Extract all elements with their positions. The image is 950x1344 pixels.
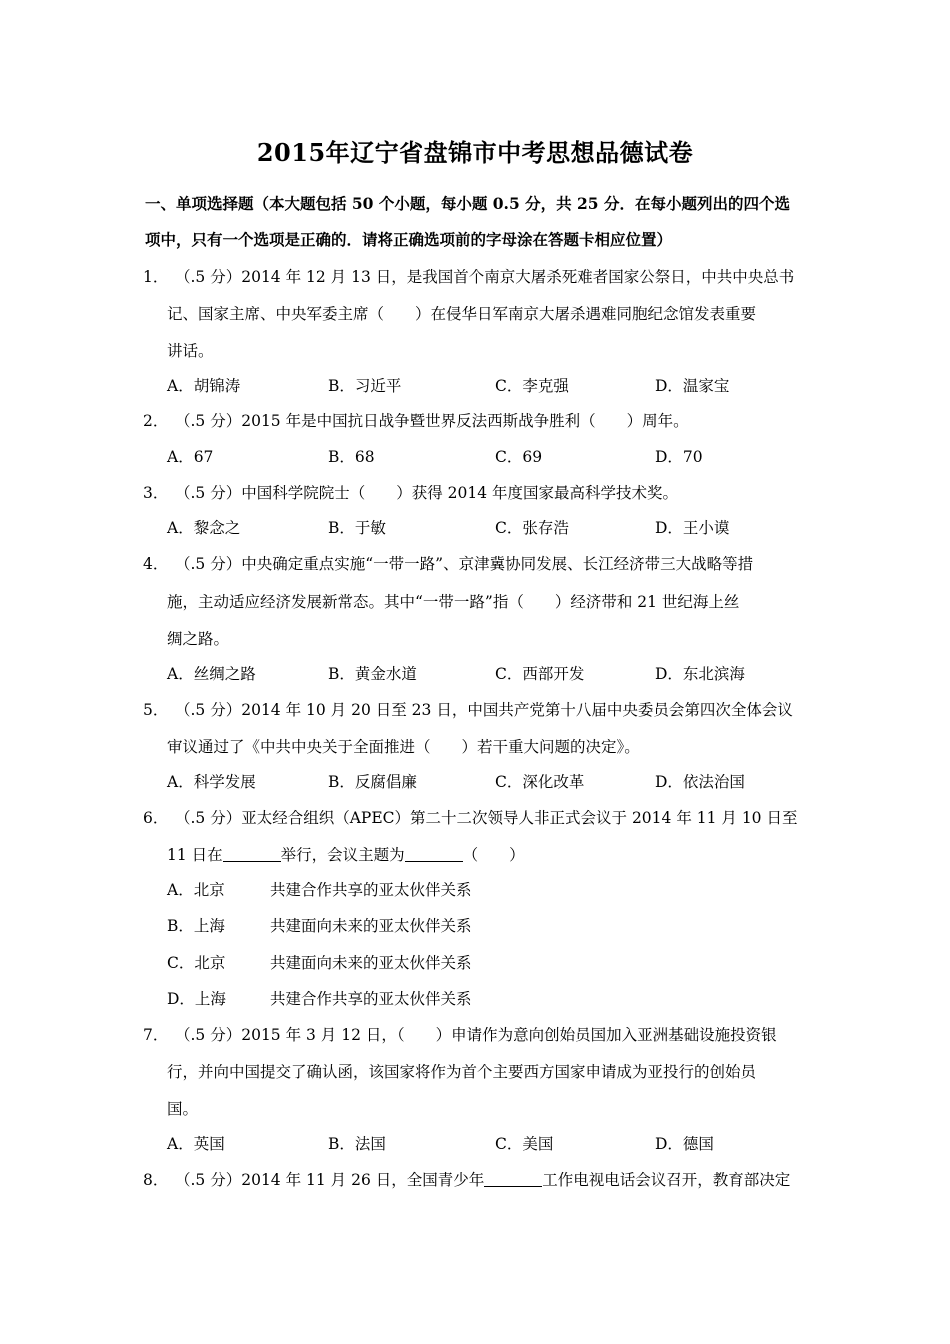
answer-blank	[405, 846, 463, 863]
option-b: B．68	[328, 448, 375, 466]
question-text-part: （.5 分）2014 年 11 月 26 日，全国青少年	[175, 1171, 485, 1189]
question-text: 记、国家主席、中央军委主席（ ）在侵华日军南京大屠杀遇难同胞纪念馆发表重要	[167, 305, 757, 323]
option-b: B．反腐倡廉	[328, 773, 417, 791]
option-d: D．德国	[655, 1135, 714, 1153]
option-a: A．黎念之	[167, 519, 241, 537]
option-d: D．温家宝	[655, 377, 730, 395]
option-c: C．张存浩	[495, 519, 569, 537]
option-b: B．习近平	[328, 377, 402, 395]
question-text: 绸之路。	[167, 630, 230, 648]
question-number: 8．	[143, 1171, 169, 1189]
option-b: B．于敏	[328, 519, 386, 537]
option-a: A．英国	[167, 1135, 225, 1153]
option-a-letter: A．北京	[167, 881, 225, 899]
option-c-letter: C．北京	[167, 954, 226, 972]
section-heading-line: 项中，只有一个选项是正确的．请将正确选项前的字母涂在答题卡相应位置）	[145, 230, 673, 249]
question-number: 4．	[143, 555, 169, 573]
question-number: 7．	[143, 1026, 169, 1044]
question-text: （.5 分）中央确定重点实施“一带一路”、京津冀协同发展、长江经济带三大战略等措	[175, 555, 754, 573]
question-number: 5．	[143, 701, 169, 719]
option-a-text: 共建合作共享的亚太伙伴关系	[270, 881, 472, 899]
question-text-part: （ ）	[462, 846, 525, 864]
question-text: 审议通过了《中共中央关于全面推进（ ）若干重大问题的决定》。	[167, 738, 640, 756]
question-text: （.5 分）2014 年 12 月 13 日，是我国首个南京大屠杀死难者国家公祭日，中共中央总书	[175, 268, 795, 286]
option-b: B．法国	[328, 1135, 386, 1153]
option-c: C．西部开发	[495, 665, 585, 683]
question-text: 国。	[167, 1100, 199, 1118]
option-b-letter: B．上海	[167, 917, 225, 935]
section-heading-line: 一、单项选择题（本大题包括 50 个小题，每小题 0.5 分，共 25 分．在每小题列出的四个选	[145, 194, 790, 213]
question-text: （.5 分）2014 年 10 月 20 日至 23 日，中国共产党第十八届中央委员会第四次全体会议	[175, 701, 793, 719]
answer-blank	[223, 846, 281, 863]
option-a: A．胡锦涛	[167, 377, 241, 395]
option-c: C．69	[495, 448, 543, 466]
option-d: D．王小谟	[655, 519, 730, 537]
option-d: D．依法治国	[655, 773, 745, 791]
question-text: （.5 分）亚太经合组织（APEC）第二十二次领导人非正式会议于 2014 年 11 月 10 日至	[175, 809, 798, 827]
question-text: （.5 分）2015 年 3 月 12 日，（ ）申请作为意向创始员国加入亚洲基础设施投资银	[175, 1026, 777, 1044]
question-text: 行，并向中国提交了确认函，该国家将作为首个主要西方国家申请成为亚投行的创始员	[167, 1063, 757, 1081]
question-text	[175, 1168, 790, 1190]
question-text: （.5 分）中国科学院院士（ ）获得 2014 年度国家最高科学技术奖。	[175, 484, 679, 502]
question-number: 1．	[143, 268, 169, 286]
option-a: A．科学发展	[167, 773, 256, 791]
question-number: 6．	[143, 809, 169, 827]
question-text: 讲话。	[167, 342, 214, 360]
option-a: A．丝绸之路	[167, 665, 256, 683]
option-d: D．东北滨海	[655, 665, 745, 683]
question-number: 2．	[143, 412, 169, 430]
option-c: C．李克强	[495, 377, 569, 395]
option-d-letter: D．上海	[167, 990, 226, 1008]
page-title: 2015年辽宁省盘锦市中考思想品德试卷	[256, 138, 694, 167]
option-c: C．深化改革	[495, 773, 585, 791]
question-text: 施，主动适应经济发展新常态。其中“一带一路”指（ ）经济带和 21 世纪海上丝	[167, 593, 740, 611]
question-text-part: 11 日在	[167, 846, 223, 864]
answer-blank	[484, 1171, 542, 1188]
question-text-part: 举行，会议主题为	[280, 846, 405, 864]
option-c: C．美国	[495, 1135, 554, 1153]
question-text	[167, 843, 525, 865]
option-c-text: 共建面向未来的亚太伙伴关系	[270, 954, 472, 972]
section-heading	[145, 186, 810, 258]
question-text-part: 工作电视电话会议召开，教育部决定	[542, 1171, 791, 1189]
option-b-text: 共建面向未来的亚太伙伴关系	[270, 917, 472, 935]
option-d: D．70	[655, 448, 703, 466]
question-number: 3．	[143, 484, 169, 502]
option-a: A．67	[167, 448, 214, 466]
question-text: （.5 分）2015 年是中国抗日战争暨世界反法西斯战争胜利（ ）周年。	[175, 412, 689, 430]
option-d-text: 共建合作共享的亚太伙伴关系	[270, 990, 472, 1008]
option-b: B．黄金水道	[328, 665, 417, 683]
